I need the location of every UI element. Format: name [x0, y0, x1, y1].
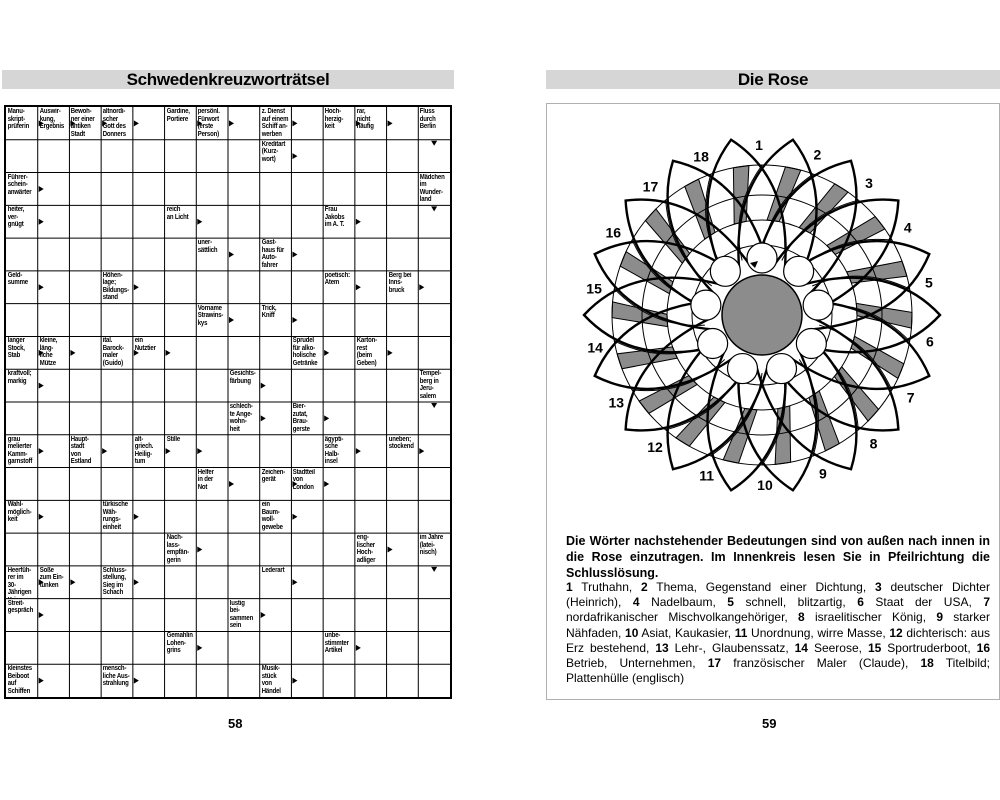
- crossword-clue: Vorname Strawins- kys: [198, 304, 224, 327]
- rose-clue-number: 12: [889, 625, 903, 640]
- crossword-clue: unbe- stimmter Artikel: [324, 632, 349, 655]
- crossword-clue: Gesichts- färbung: [229, 370, 256, 385]
- rose-clue: [735, 626, 883, 640]
- crossword-clue: Helfer in der Not: [198, 468, 215, 491]
- rose-clue-number: 6: [857, 595, 864, 610]
- crossword-clue: Schluss- stellung, Sieg im Schach: [102, 566, 127, 597]
- crossword-clue: Auswir- kung, Ergebnis: [39, 108, 64, 130]
- clue-arrow-icon: [39, 383, 44, 389]
- crossword-clue: schlech- te Ange- wohn- heit: [229, 403, 253, 433]
- clue-arrow-icon: [39, 448, 44, 454]
- crossword-clue: ein Nutztier: [134, 337, 156, 352]
- rose-clue-text: Seerose: [813, 640, 859, 655]
- rose-clue: [625, 626, 728, 640]
- rose-clue-number: 18: [920, 656, 934, 671]
- clue-arrow-icon: [261, 383, 266, 389]
- rose-clue-text: deutscher Dichter (Heinrich): [566, 580, 990, 610]
- crossword-clue: Soße zum Ein- tunken: [39, 566, 64, 589]
- page-number-right: 59: [762, 716, 777, 731]
- rose-clue-number: 3: [874, 580, 882, 594]
- crossword-clue: Gemahlin Lohen- grins: [166, 632, 193, 655]
- crossword-clue: kleine, läng- liche Mütze: [39, 337, 57, 367]
- clue-arrow-icon: [39, 219, 44, 225]
- rose-center-disk: [722, 275, 802, 355]
- clue-arrow-icon: [261, 612, 266, 618]
- rose-clue: [798, 610, 923, 624]
- clue-arrow-icon: [324, 415, 329, 421]
- rose-number-label: 6: [926, 333, 934, 350]
- rose-number-label: 18: [693, 148, 709, 165]
- rose-clue: [633, 595, 713, 609]
- clue-arrow-icon: [102, 448, 107, 454]
- crossword-clue: kleinstes Beiboot auf Schiffen: [7, 665, 32, 695]
- rose-clue-text: Staat der USA: [875, 595, 969, 610]
- clue-arrow-icon: [419, 284, 424, 290]
- rose-clue-text: Truthahn: [581, 580, 629, 594]
- rose-clue-number: 13: [655, 640, 669, 655]
- crossword-clue: persönl. Fürwort (erste Person): [198, 108, 221, 138]
- crossword-clue: langer Stock, Stab: [7, 337, 25, 360]
- rose-clue-text: Asiat, Kaukasier: [641, 625, 728, 640]
- clue-arrow-icon: [39, 678, 44, 684]
- crossword-clue: ital. Barock- maler (Guido): [102, 337, 125, 367]
- rose-clue-text: Lehr-, Glaubenssatz: [674, 640, 786, 655]
- crossword-clue: kraftvoll; markig: [7, 370, 32, 385]
- rose-clue-number: 14: [794, 640, 808, 655]
- rose-clue: [868, 641, 967, 655]
- crossword-clue: Gardine, Portiere: [166, 108, 190, 123]
- clue-arrow-icon: [324, 350, 329, 356]
- crossword-clue: Frau Jakobs im A. T.: [324, 206, 345, 229]
- clue-arrow-icon: [292, 317, 297, 323]
- clue-arrow-icon: [134, 678, 139, 684]
- crossword-clue: Musik- stück von Händel: [261, 665, 281, 695]
- clue-arrow-icon: [134, 579, 139, 585]
- clue-arrow-icon: [388, 350, 393, 356]
- crossword-clue: Bier- zutat, Brau- gerste: [293, 403, 311, 433]
- rose-clue-number: 9: [936, 610, 943, 625]
- crossword-clue: lustig bei- sammen sein: [229, 599, 254, 630]
- crossword-clue: poetisch: Atem: [324, 271, 351, 287]
- clue-arrow-icon: [292, 153, 297, 159]
- clue-arrow-icon: [431, 141, 437, 146]
- clue-arrow-icon: [197, 448, 202, 454]
- crossword-clue: Wahl- möglich- keit: [7, 501, 32, 524]
- rose-diagram: [562, 125, 962, 520]
- page-number-left: 58: [228, 716, 243, 731]
- crossword-clue: Trick, Kniff: [261, 304, 277, 320]
- crossword-clue: Hoch- herzig- keit: [324, 108, 344, 130]
- clue-arrow-icon: [261, 415, 266, 421]
- rose-clue: [857, 595, 968, 609]
- crossword-clue: Lederart: [261, 566, 285, 574]
- clue-arrow-icon: [292, 514, 297, 520]
- clue-arrow-icon: [356, 219, 361, 225]
- crossword-clue: Geld- summe: [7, 271, 28, 287]
- clue-arrow-icon: [197, 645, 202, 651]
- rose-inner-circle: [691, 290, 721, 320]
- rose-clue-number: 17: [707, 656, 722, 671]
- crossword-clue: uneben; stockend: [388, 435, 414, 451]
- clue-arrow-icon: [431, 403, 437, 408]
- crossword-clue: Kreditart (Kurz- wort): [261, 140, 285, 163]
- rose-number-label: 10: [757, 476, 773, 493]
- crossword-clue: Stille: [166, 435, 180, 443]
- clue-arrow-icon: [134, 284, 139, 290]
- rose-inner-circle: [728, 354, 758, 384]
- rose-clue: [566, 580, 629, 594]
- rose-inner-circle: [803, 290, 833, 320]
- crossword-clue: türkische Wäh- rungs- einheit: [102, 501, 129, 531]
- rose-clue: [641, 580, 863, 594]
- rose-number-label: 17: [642, 178, 659, 195]
- rose-clue-text: Thema, Gegenstand einer Dichtung: [656, 580, 863, 594]
- crossword-clue: Fluss durch Berlin: [420, 108, 437, 130]
- crossword-grid: [4, 105, 452, 699]
- rose-clue-number: 16: [976, 640, 990, 655]
- crossword-clue: rar, nicht häufig: [356, 108, 374, 130]
- crossword-clue: ägypti- sche Halb- insel: [324, 435, 344, 466]
- rose-clue-number: 8: [798, 610, 805, 625]
- rose-clue-number: 1: [566, 580, 573, 594]
- clue-arrow-icon: [39, 514, 44, 520]
- clue-arrow-icon: [39, 612, 44, 618]
- rose-number-label: 2: [813, 146, 822, 163]
- clue-arrow-icon: [134, 120, 139, 126]
- rose-clue: [708, 656, 905, 670]
- clue-arrow-icon: [197, 219, 202, 225]
- crossword-clue: Streit- gespräch: [7, 599, 34, 615]
- clue-arrow-icon: [229, 481, 234, 487]
- clue-arrow-icon: [197, 547, 202, 553]
- clue-arrow-icon: [356, 448, 361, 454]
- rose-clue: [655, 641, 785, 655]
- clue-arrow-icon: [388, 547, 393, 553]
- rose-inner-circle: [796, 329, 826, 359]
- rose-clue: [795, 641, 859, 655]
- rose-number-label: 11: [699, 467, 715, 484]
- rose-clue: [727, 595, 842, 609]
- rose-clue-text: Titelbild; Plattenhülle (englisch): [566, 656, 991, 686]
- rose-clue-text: Betrieb, Unternehmen: [566, 656, 693, 671]
- clue-arrow-icon: [431, 206, 437, 211]
- crossword-clue: Karton- rest (beim Geben): [356, 337, 377, 367]
- clue-arrow-icon: [324, 481, 329, 487]
- rose-clue-number: 7: [983, 595, 990, 610]
- clue-arrow-icon: [419, 448, 424, 454]
- rose-clue-list: 1 Truthahn, 2 Thema, Gegenstand einer Dichtung, 3 deutscher Dichter (Heinrich), 4 Nadelbaum, 5 schnell, blitzartig, 6 Staat der USA, 7 nordafrikanischer Mischvolkangehöriger, 8 israelitischer König, 9 starker Nähfaden, 10 Asiat, Kaukasier, 11 Unordnung, wirre Masse, 12 dichterisch: aus Erz bestehend, 13 Lehr-, Glaubenssatz, 14 Seerose, 15 Sportruderboot, 16 Betrieb, Unternehmen, 17 französischer Maler (Claude), 18 Titelbild; Plattenhülle (englisch): [566, 580, 991, 686]
- clue-arrow-icon: [292, 252, 297, 258]
- rose-clue-text: israelitischer König: [815, 610, 923, 625]
- crossword-clue: Tempel- berg in Jeru- salem: [420, 370, 442, 400]
- rose-clue-text: französischer Maler (Claude): [733, 656, 905, 671]
- crossword-clue: Höhen- lage; Bildungs- stand: [102, 271, 130, 302]
- clue-arrow-icon: [229, 252, 234, 258]
- left-page: [0, 0, 470, 800]
- clue-arrow-icon: [39, 186, 44, 192]
- crossword-title: Schwedenkreuzworträtsel: [2, 70, 454, 89]
- rose-number-label: 8: [869, 435, 878, 452]
- rose-number-label: 9: [819, 465, 827, 482]
- crossword-clue: Bewoh- ner einer antiken Stadt: [71, 108, 96, 138]
- rose-clue-text: nordafrikanischer Mischvolkangehöriger: [566, 610, 785, 625]
- crossword-clue: im Jahre (latei- nisch): [420, 534, 444, 557]
- crossword-clue: Zeichen- gerät: [261, 468, 285, 484]
- rose-clue-text: Unordnung, wirre Masse: [751, 625, 883, 640]
- crossword-clue: mensch- liche Aus- strahlung: [102, 665, 130, 688]
- crossword-clue: Nach- lass- empfän- gerin: [166, 534, 189, 564]
- rose-clue-text: Sportruderboot: [887, 640, 968, 655]
- rose-inner-circle: [747, 243, 777, 273]
- rose-number-label: 14: [587, 339, 603, 356]
- rose-number-label: 16: [605, 224, 622, 241]
- rose-inner-circle: [698, 329, 728, 359]
- rose-inner-circle: [710, 256, 740, 286]
- clue-arrow-icon: [292, 579, 297, 585]
- rose-clue-number: 5: [727, 595, 734, 610]
- rose-clue-number: 11: [734, 625, 748, 640]
- rose-number-label: 7: [906, 389, 915, 406]
- rose-number-label: 3: [865, 174, 873, 191]
- rose-clue-number: 15: [867, 640, 882, 655]
- crossword-clue: Führer- schein- anwärter: [7, 173, 32, 196]
- clue-arrow-icon: [431, 567, 437, 572]
- crossword-clue: Gast- haus für Auto- fahrer: [261, 239, 284, 269]
- crossword-clue: Heerfüh- rer im 30-Jährigen: [7, 566, 32, 597]
- rose-clue-text: dichterisch: aus Erz bestehend: [566, 625, 991, 655]
- rose-number-label: 13: [608, 394, 625, 411]
- right-page: [530, 0, 1000, 800]
- clue-arrow-icon: [134, 514, 139, 520]
- rose-number-label: 4: [903, 219, 912, 236]
- rose-clue-number: 10: [625, 625, 639, 640]
- clue-arrow-icon: [292, 678, 297, 684]
- clue-arrow-icon: [70, 350, 75, 356]
- crossword-clue: uner- sättlich: [198, 239, 218, 254]
- clue-arrow-icon: [39, 284, 44, 290]
- rose-inner-circle: [784, 256, 814, 286]
- crossword-clue: ein Baum- woll- gewebe: [261, 501, 283, 531]
- rose-clue-text: starker Nähfaden: [566, 610, 990, 640]
- clue-arrow-icon: [229, 317, 234, 323]
- rose-number-label: 1: [755, 137, 763, 154]
- crossword-clue: Mädchen im Wunder- land: [420, 173, 445, 204]
- rose-instructions: Die Wörter nachstehender Bedeutungen sind von außen nach innen in die Rose einzutragen. Im Innenkreis lesen Sie in Pfeilrichtung die Schlusslösung.: [566, 534, 990, 580]
- crossword-clue: Sprudel für alko- holische Getränke: [293, 337, 318, 367]
- clue-arrow-icon: [292, 120, 297, 126]
- clue-arrow-icon: [166, 350, 171, 356]
- crossword-clue: z. Dienst auf einem Schiff an- werben: [261, 108, 288, 138]
- crossword-clue: Stadtteil von London: [293, 468, 316, 491]
- crossword-clue: grau melierter Kamm- garnstoff: [7, 435, 33, 466]
- clue-arrow-icon: [70, 579, 75, 585]
- crossword-clue: Manu- skript- prüferin: [7, 108, 30, 130]
- rose-title: Die Rose: [546, 70, 1000, 89]
- crossword-clue: eng- lischer Hoch- adliger: [356, 534, 376, 564]
- clue-arrow-icon: [388, 120, 393, 126]
- crossword-clue: Berg bei Inns- bruck: [388, 271, 412, 294]
- rose-number-label: 15: [586, 280, 602, 297]
- rose-clue-number: 4: [632, 595, 640, 610]
- crossword-clue: alt- griech. Heilig- tum: [134, 435, 154, 466]
- clue-arrow-icon: [356, 284, 361, 290]
- rose-number-label: 12: [647, 439, 663, 456]
- crossword-clue: reich an Licht: [166, 206, 188, 221]
- rose-number-label: 5: [924, 274, 933, 291]
- rose-clue-text: Nadelbaum: [651, 595, 713, 610]
- rose-clue-number: 2: [641, 580, 648, 594]
- rose-clue-text: schnell, blitzartig: [745, 595, 843, 610]
- clue-arrow-icon: [356, 645, 361, 651]
- clue-arrow-icon: [229, 120, 234, 126]
- rose-inner-circle: [766, 354, 796, 384]
- crossword-clue: altnordi- scher Gott des Donners: [102, 108, 127, 138]
- crossword-clue: Haupt- stadt von Estland: [71, 435, 92, 466]
- crossword-clue: heiter, ver- gnügt: [7, 206, 25, 229]
